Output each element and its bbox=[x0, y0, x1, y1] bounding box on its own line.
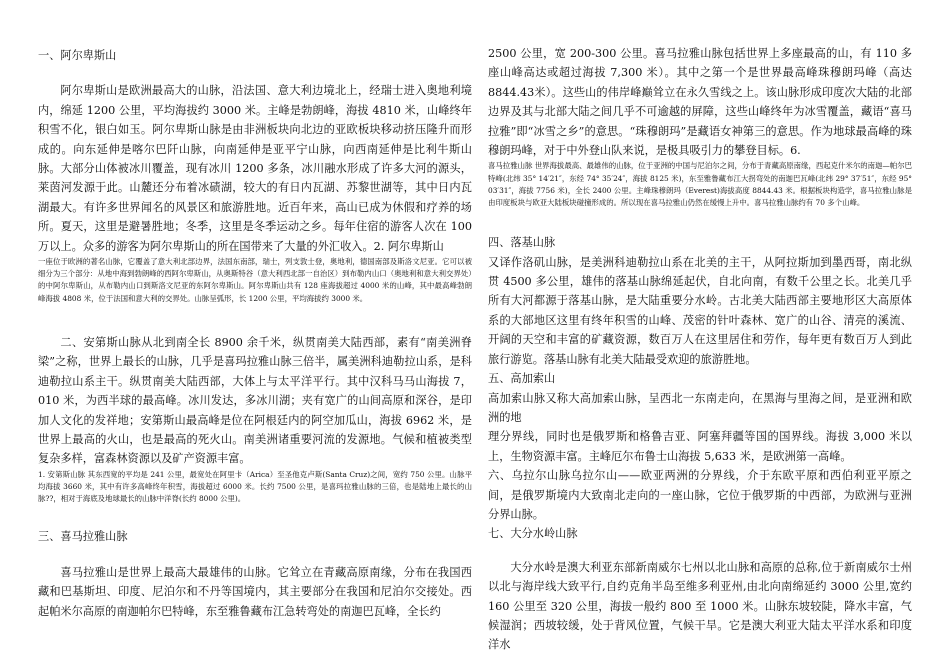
himalaya-continued-paragraph: 2500 公里，宽 200-300 公里。喜马拉雅山脉包括世界上多座最高的山，有 110 多座山峰高达或超过海拔 7,300 米）。其中之第一个是世界最高峰珠穆朗玛峰（高达 8844.43米）。这些山的伟岸峰巅耸立在永久雪线之上。该山脉形成印度次大陆的北部边界及其与北部大陆之间几乎不可逾越的屏障，这些山峰终年为冰雪覆盖，藏语“喜马拉雅”即“冰雪之乡”的意思。“珠穆朗玛”是藏语女神第三的意思。作为地球最高峰的珠穆朗玛峰，对于中外登山队来说，是极具吸引力的攀登目标。6. bbox=[488, 47, 912, 158]
left-column bbox=[38, 0, 472, 621]
section-heading-himalaya: 三、喜马拉雅山脉 bbox=[38, 530, 128, 544]
great-dividing-range-paragraph: 大分水岭是澳大利亚东部新南威尔七州以北山脉和高原的总称,位于新南威尔士州以北与海岸线大致平行,自约克角半岛至维多利亚州,由北向南绵延约 3000 公里,宽约 160 公里至 320 公里，海拔一般约 800 至 1000 米。山脉东坡较陡，降水丰富，气候湿润；西坡较缓，处于背风位置，气候干旱。它是澳大利亚大陆太平洋水系和印度洋水 bbox=[488, 560, 912, 652]
caucasus-paragraph-continued: 理分界线，同时也是俄罗斯和格鲁吉亚、阿塞拜疆等国的国界线。海拔 3,000 米以上，生物资源丰富。主峰厄尔布鲁士山海拔 5,633 米，是欧洲第一高峰。 bbox=[488, 430, 912, 463]
right-column bbox=[488, 0, 912, 655]
section-heading-great-dividing-range: 七、大分水岭山脉 bbox=[488, 527, 578, 541]
andes-small-note: 1. 安第斯山脉 其东西宽的平均是 241 公里，最宽处在阿里卡（Arica）至圣他克卢斯(Santa Cruz)之间，宽约 750 公里。山脉平均海拔 3660 米，其中有许多高峰终年积雪，海拔超过 6000 米。长约 7500 公里，是喜玛拉雅山脉的三倍，也是陆地上最长的山脉??，相对于海底及地球最长的山脉中洋脊(长约 8000 公里)。 bbox=[38, 469, 472, 504]
section-heading-alps: 一、阿尔卑斯山 bbox=[38, 49, 117, 62]
alps-paragraph: 阿尔卑斯山是欧洲最高大的山脉，沿法国、意大利边境北上，经瑞士进入奥地利境内，绵延 1200 公里，平均海拔约 3000 米。主峰是勃朗峰，海拔 4810 米，山峰终年积雪不化，银白如玉。阿尔卑斯山脉是由非洲板块向北边的亚欧板块移动挤压隆升而形成的。向东延伸是喀尔巴阡山脉，向南延伸是亚平宁山脉，向西南延伸是比利牛斯山脉。大部分山体被冰川覆盖，现有冰川 1200 多条，冰川融水形成了许多大河的源头，莱茵河发源于此。山麓还分布着冰碛湖，较大的有日内瓦湖、苏黎世湖等，其中日内瓦湖最大。有许多世界闻名的风景区和旅游胜地。近百年来，高山已成为休假和疗养的场所。夏天，这里是避暑胜地；冬季，这里是冬季运动之乡。每年住宿的游客人次在 100 万以上。众多的游客为阿尔卑斯山的所在国带来了大量的外汇收入。2. 阿尔卑斯山 bbox=[38, 84, 472, 253]
andes-paragraph: 二、安第斯山脉从北到南全长 8900 余千米，纵贯南美大陆西部，素有“南美洲脊梁”之称，世界上最长的山脉，几乎是喜玛拉雅山脉三倍半，属美洲科迪勒拉山系，是科迪勒拉山系主干。纵贯南美大陆西部，大体上与太平洋平行。其中汉科马马山海拔 7，010 米，为西半球的最高峰。冰川发达，多冰川湖；夹有宽广的山间高原和深谷，是印加人文化的发祥地；安第斯山最高峰是位在阿根廷内的阿空加瓜山，海拔 6962 米，是世界上最高的火山，也是最高的死火山。南美洲诸重要河流的发源地。气候和植被类型复杂多样，富森林资源以及矿产资源丰富。 bbox=[38, 335, 472, 466]
rockies-paragraph: 又译作洛矶山脉，是美洲科迪勒拉山系在北美的主干，从阿拉斯加到墨西哥，南北纵贯 4500 多公里，雄伟的落基山脉绵延起伏，自北向南，有数千公里之长。北美几乎所有大河都源于落基山脉，是大陆重要分水岭。古北美大陆西部主要地形区大高原体系的大部地区这里有终年积雪的山峰、茂密的针叶森林、宽广的山谷、清亮的溪流、开阔的天空和丰富的矿藏资源，数百万人在这里居住和劳作，每年更有数百万人到此旅行游览。落基山脉有北美大陆最受欢迎的旅游胜地。 bbox=[488, 255, 912, 366]
himalaya-paragraph: 喜马拉雅山是世界上最高大最雄伟的山脉。它耸立在青藏高原南缘，分布在我国西藏和巴基斯坦、印度、尼泊尔和不丹等国境内，其主要部分在我国和尼泊尔交接处。西起帕米尔高原的南迦帕尔巴特峰，东至雅鲁藏布江急转弯处的南迦巴瓦峰，全长约 bbox=[38, 565, 472, 618]
alps-small-note: 一座位于欧洲的著名山脉，它覆盖了意大利北部边界，法国东南部，瑞士，列支敦士登，奥地利，德国南部及斯洛文尼亚。它可以被细分为三个部分：从地中海到勃朗峰的西阿尔卑斯山，从奥斯特谷（意大利西北部一自治区）到布勒内山口（奥地利和意大利交界处）的中阿尔卑斯山，从布勒内山口到斯洛文尼亚的东阿尔卑斯山。阿尔卑斯山共有 128 座海拔超过 4000 米的山峰，其中最高峰勃朗峰海拔 4808 米，位于法国和意大利的交界处。山脉呈弧形，长 1200 公里，平均海拔约 3000 米。 bbox=[38, 257, 472, 303]
caucasus-paragraph: 高加索山脉又称大高加索山脉，呈西北一东南走向，在黑海与里海之间，是亚洲和欧洲的地 bbox=[488, 391, 912, 424]
urals-paragraph: 六、乌拉尔山脉乌拉尔山——欧亚两洲的分界线，介于东欧平原和西伯利亚平原之间，是俄罗斯境内大致南北走向的一座山脉，它位于俄罗斯的中西部，为欧洲与亚洲分界山脉。 bbox=[488, 469, 912, 521]
section-heading-caucasus: 五、高加索山 bbox=[488, 372, 556, 386]
section-heading-rockies: 四、落基山脉 bbox=[488, 236, 556, 250]
himalaya-small-note: 喜马拉雅山脉 世界海拔最高、最雄伟的山脉，位于亚洲的中国与尼泊尔之间，分布于青藏高原南缘，西起克什米尔的南迦—帕尔巴特峰(北纬 35° 14′21″，东经 74° 35′24″，海拔 8125 米)，东至雅鲁藏布江大拐弯处的南迦巴瓦峰(北纬 29° 37′51″，东经 95° 03′31″，海拔 7756 米)，全长 2400 公里。主峰珠穆朗玛（Everest)海拔高度 8844.43 米。根据板块构造学，喜马拉雅山脉是由印度板块与欧亚大陆板块碰撞形成的。所以现在喜马拉雅山仍然在缓慢上升中。喜马拉雅山脉约有 70 多个山峰。 bbox=[488, 161, 912, 208]
